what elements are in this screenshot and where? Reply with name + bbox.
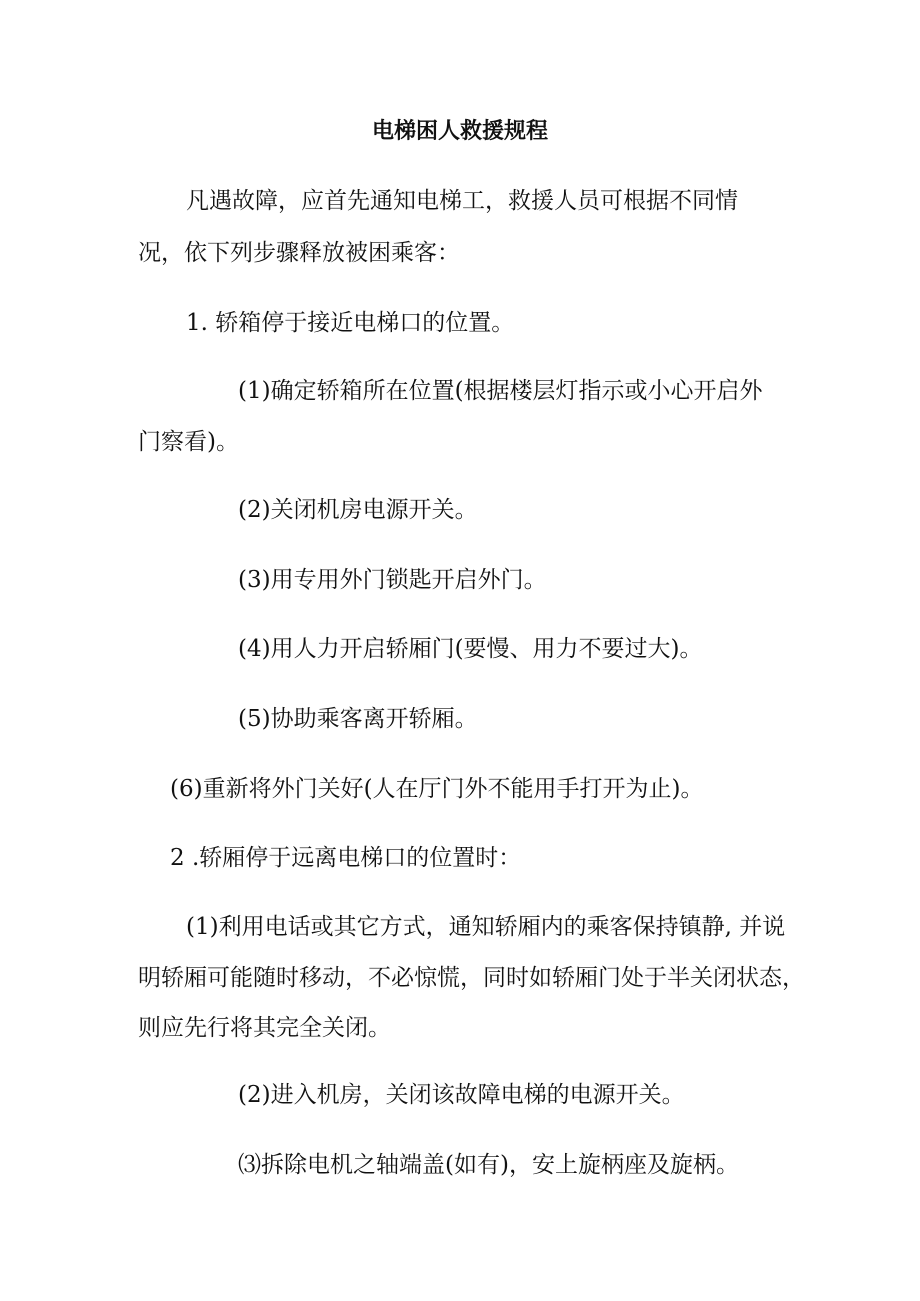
section-2-heading: 2 .轿厢停于远离电梯口的位置时：	[170, 845, 522, 871]
section-1-step-5: (5)协助乘客离开轿厢。	[238, 706, 478, 732]
intro-paragraph-line-2: 况，依下列步骤释放被困乘客：	[138, 240, 460, 266]
section-2-step-1-line-3: 则应先行将其完全关闭。	[138, 1015, 391, 1041]
section-2-step-3: ⑶拆除电机之轴端盖(如有)，安上旋柄座及旋柄。	[238, 1152, 739, 1178]
section-2-step-2: (2)进入机房，关闭该故障电梯的电源开关。	[238, 1082, 685, 1108]
section-1-step-6: (6)重新将外门关好(人在厅门外不能用手打开为止)。	[170, 776, 704, 802]
section-1-step-4: (4)用人力开启轿厢门(要慢、用力不要过大)。	[238, 636, 703, 662]
intro-paragraph-line-1: 凡遇故障，应首先通知电梯工，救援人员可根据不同情	[186, 188, 738, 214]
section-1-step-1-line-1: (1)确定轿箱所在位置(根据楼层灯指示或小心开启外	[238, 378, 763, 404]
section-1-step-2: (2)关闭机房电源开关。	[238, 497, 478, 523]
section-1-heading: 1. 轿箱停于接近电梯口的位置。	[186, 310, 515, 336]
document-title: 电梯困人救援规程	[371, 118, 548, 144]
section-2-step-1-line-2: 明轿厢可能随时移动，不必惊慌，同时如轿厢门处于半关闭状态，	[138, 965, 805, 991]
section-2-step-1-line-1: (1)利用电话或其它方式，通知轿厢内的乘客保持镇静, 并说	[186, 914, 786, 940]
section-1-step-1-line-2: 门察看)。	[138, 429, 239, 455]
section-1-step-3: (3)用专用外门锁匙开启外门。	[238, 567, 547, 593]
